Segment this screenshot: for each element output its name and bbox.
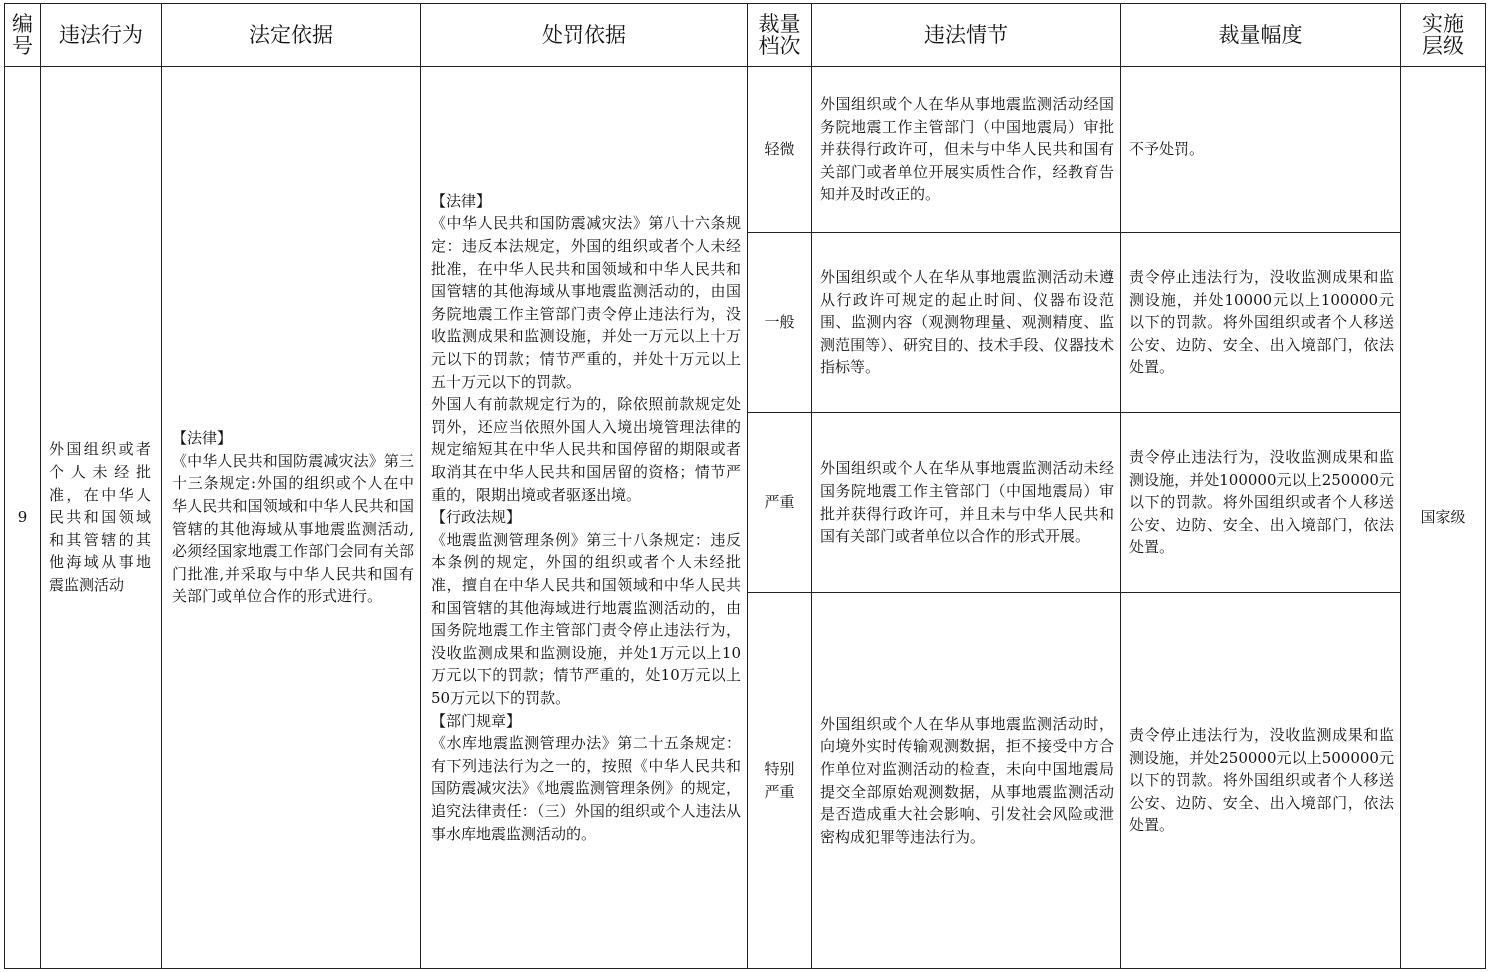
header-range: 裁量幅度 (1121, 4, 1401, 67)
circumstance-cell-minor: 外国组织或个人在华从事地震监测活动经国务院地震工作主管部门（中国地震局）审批并获得行政许可，但未与中华人民共和国有关部门或者单位开展实质性合作，经教育告知并及时改正的。 (812, 67, 1121, 233)
tier-cell-serious: 严重 (748, 413, 812, 593)
circumstance-cell-serious: 外国组织或个人在华从事地震监测活动未经国务院地震工作主管部门（中国地震局）审批并获得行政许可，并且未与中华人民共和国有关部门或者单位以合作的形式开展。 (812, 413, 1121, 593)
range-cell-very-serious: 责令停止违法行为，没收监测成果和监测设施，并处250000元以上500000元以下的罚款。将外国组织或者个人移送公安、边防、安全、出入境部门，依法处置。 (1121, 593, 1401, 969)
tier-cell-minor: 轻微 (748, 67, 812, 233)
table-row (5, 67, 1486, 233)
header-penalty-basis: 处罚依据 (421, 4, 748, 67)
violation-act-cell: 外国组织或者个人未经批准，在中华人民共和国领域和其管辖的其他海域从事地震监测活动 (41, 67, 162, 969)
header-tier: 裁量 档次 (748, 4, 812, 67)
implementation-level-cell: 国家级 (1401, 67, 1486, 969)
header-no: 编 号 (5, 4, 41, 67)
header-row (5, 4, 1486, 67)
tier-cell-very-serious: 特别 严重 (748, 593, 812, 969)
range-cell-serious: 责令停止违法行为，没收监测成果和监测设施，并处100000元以上250000元以下的罚款。将外国组织或者个人移送公安、边防、安全、出入境部门，依法处置。 (1121, 413, 1401, 593)
header-circumstance: 违法情节 (812, 4, 1121, 67)
row-number-cell: 9 (5, 67, 41, 969)
circumstance-cell-general: 外国组织或个人在华从事地震监测活动未遵从行政许可规定的起止时间、仪器布设范围、监测内容（观测物理量、观测精度、监测范围等）、研究目的、技术手段、仪器技术指标等。 (812, 233, 1121, 413)
legal-basis-cell: 【法律】 《中华人民共和国防震减灾法》第三十三条规定:外国的组织或个人在中华人民共和国领域和中华人民共和国管辖的其他海域从事地震监测活动,必须经国家地震工作部门会同有关部门批准,并采取与中华人民共和国有关部门或单位合作的形式进行。 (162, 67, 421, 969)
penalty-discretion-table (4, 3, 1486, 969)
circumstance-cell-very-serious: 外国组织或个人在华从事地震监测活动时，向境外实时传输观测数据，拒不接受中方合作单位对监测活动的检查，未向中国地震局提交全部原始观测数据，从事地震监测活动是否造成重大社会影响、引发社会风险或泄密构成犯罪等违法行为。 (812, 593, 1121, 969)
tier-cell-general: 一般 (748, 233, 812, 413)
range-cell-minor: 不予处罚。 (1121, 67, 1401, 233)
header-level: 实施 层级 (1401, 4, 1486, 67)
header-act: 违法行为 (41, 4, 162, 67)
penalty-basis-cell: 【法律】 《中华人民共和国防震减灾法》第八十六条规定：违反本法规定，外国的组织或者个人未经批准，在中华人民共和国领域和中华人民共和国管辖的其他海域从事地震监测活动的，由国务院地震工作主管部门责令停止违法行为，没收监测成果和监测设施，并处一万元以上十万元以下的罚款；情节严重的，并处十万元以上五十万元以下的罚款。 外国人有前款规定行为的，除依照前款规定处罚外，还应当依照外国人入境出境管理法律的规定缩短其在中华人民共和国停留的期限或者取消其在中华人民共和国居留的资格；情节严重的，限期出境或者驱逐出境。 【行政法规】 《地震监测管理条例》第三十八条规定：违反本条例的规定，外国的组织或者个人未经批准，擅自在中华人民共和国领域和中华人民共和国管辖的其他海域进行地震监测活动的，由国务院地震工作主管部门责令停止违法行为，没收监测成果和监测设施，并处1万元以上10万元以下的罚款；情节严重的，处10万元以上50万元以下的罚款。 【部门规章】 《水库地震监测管理办法》第二十五条规定：有下列违法行为之一的，按照《中华人民共和国防震减灾法》《地震监测管理条例》的规定，追究法律责任：（三）外国的组织或个人违法从事水库地震监测活动的。 (421, 67, 748, 969)
header-legal-basis: 法定依据 (162, 4, 421, 67)
range-cell-general: 责令停止违法行为，没收监测成果和监测设施，并处10000元以上100000元以下的罚款。将外国组织或者个人移送公安、边防、安全、出入境部门，依法处置。 (1121, 233, 1401, 413)
